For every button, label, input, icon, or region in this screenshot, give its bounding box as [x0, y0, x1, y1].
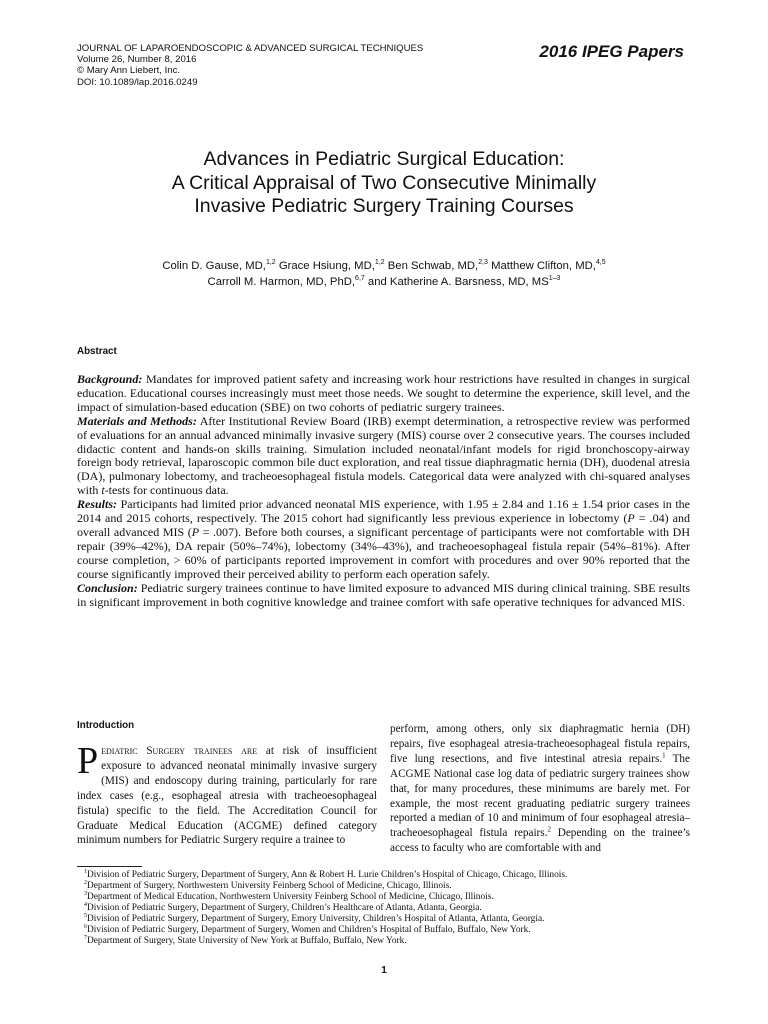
journal-header [77, 43, 423, 88]
affiliation-text: Division of Pediatric Surgery, Department of Surgery, Children’s Healthcare of Atlanta, Atlanta, Georgia. [87, 903, 482, 913]
author-name: Colin D. Gause, MD, [162, 260, 266, 272]
affiliation-item [84, 925, 567, 936]
intro-right-text-3: Depending on the trainee’s access to faculty who are comfortable with and [390, 827, 690, 855]
title-line-1: Advances in Pediatric Surgical Education: [203, 148, 565, 170]
affiliation-item [84, 881, 567, 892]
conclusion-text: Pediatric surgery trainees continue to have limited exposure to advanced MIS during clinical training. SBE results in significant improvement in both cognitive knowledge and trainee comfort with safe operative techniques for advanced MIS. [77, 580, 691, 609]
results-text: Participants had limited prior advanced neonatal MIS experience, with 1.95 ± 2.84 and 1.16 ± 1.54 prior cases in the 2014 and 2015 cohorts, respectively. The 2015 cohort had significantly less previous experience in lobectomy ( [77, 497, 691, 526]
affiliation-item [84, 914, 567, 925]
title-line-2: A Critical Appraisal of Two Consecutive Minimally [171, 171, 597, 194]
methods-t: t [101, 483, 105, 498]
author-name: and Katherine A. Barsness, MD, MS [367, 276, 549, 288]
affiliation-text: Department of Medical Education, Northwestern University Feinberg School of Medicine, Chicago, Illinois. [87, 892, 494, 902]
affiliation-text: Department of Surgery, State University of New York at Buffalo, Buffalo, New York. [87, 936, 407, 946]
affiliation-number: 5 [84, 912, 87, 919]
author-affiliation: 1–3 [548, 275, 561, 283]
affiliation-number: 2 [84, 879, 87, 886]
affiliation-item [84, 936, 567, 947]
journal-name: JOURNAL OF LAPAROENDOSCOPIC & ADVANCED SURGICAL TECHNIQUES [77, 43, 424, 54]
affiliation-text: Division of Pediatric Surgery, Department of Surgery, Emory University, Children’s Hospital of Atlanta, Atlanta, Georgia. [87, 914, 545, 924]
author-name: Matthew Clifton, MD, [491, 260, 596, 272]
methods-text-end: -tests for continuous data. [104, 483, 229, 498]
reference-1[interactable]: 1 [662, 751, 666, 760]
affiliation-number: 6 [84, 923, 87, 930]
affiliation-number: 7 [84, 934, 87, 941]
affiliation-number: 1 [84, 868, 87, 875]
footnote-divider [77, 866, 142, 867]
author-name: Carroll M. Harmon, MD, PhD, [207, 276, 356, 288]
article-title [60, 148, 708, 219]
page-number: 1 [381, 965, 387, 976]
journal-doi[interactable]: DOI: 10.1089/lap.2016.0249 [77, 76, 198, 88]
author-line-1 [60, 258, 708, 274]
abstract-conclusion [77, 582, 690, 610]
lead-smallcaps: ediatric Surgery trainees are [101, 745, 258, 757]
journal-volume: Volume 26, Number 8, 2016 [77, 54, 197, 66]
section-badge: 2016 IPEG Papers [539, 42, 684, 61]
affiliation-number: 4 [84, 901, 87, 908]
journal-copyright: © Mary Ann Liebert, Inc. [77, 65, 181, 77]
methods-text: After Institutional Review Board (IRB) exempt determination, a retrospective review was performed of evaluations for an annual advanced minimally invasive surgery (MIS) course over 2 consecutive years. The courses included didactic content and hands-on skills training. Simulation included neonatal/infant models for rigid bronchoscopy-airway foreign body retrieval, laparoscopic common bile duct exploration, and real tissue diaphragmatic hernia (DH), duodenal atresia (DA), pulmonary lobectomy, and tracheoesophageal fistula models. Categorical data were analyzed with chi-squared analyses with [77, 413, 690, 498]
author-name: Grace Hsiung, MD, [278, 260, 375, 272]
author-affiliation: 4,5 [595, 259, 606, 267]
author-name: Ben Schwab, MD, [387, 260, 479, 272]
affiliation-number: 3 [84, 890, 87, 897]
abstract-background [77, 373, 690, 415]
introduction-heading: Introduction [77, 720, 135, 731]
intro-paragraph [77, 740, 377, 848]
affiliation-item [84, 870, 567, 881]
author-affiliation: 1,2 [374, 259, 385, 267]
results-p: P [627, 511, 635, 526]
abstract-results [77, 498, 690, 581]
affiliation-footnotes [84, 870, 567, 947]
author-affiliation: 2,3 [478, 259, 488, 267]
author-line-2 [60, 274, 708, 290]
abstract-heading: Abstract [77, 346, 117, 357]
intro-right-text-2: The ACGME National case log data of pediatric surgery trainees show that, for many procedures, these minimums are barely met. For example, the most recent graduating pediatric surgery trainees reported a median of 10 and minimum of four esophageal atresia–tracheoesophageal fistula repairs. [390, 752, 690, 840]
intro-right-text: perform, among others, only six diaphragmatic hernia (DH) repairs, five esophageal atresia-tracheoesophageal fistula repairs, five lung resections, and five intestinal atresia repairs. [390, 723, 690, 765]
background-text: Mandates for improved patient safety and increasing work hour restrictions have resulted in changes in surgical education. Educational courses increasingly must meet those needs. We sought to determine the experience, skill level, and the impact of simulation-based education (SBE) on two cohorts of pediatric surgery trainees. [77, 372, 690, 414]
affiliation-text: Division of Pediatric Surgery, Department of Surgery, Women and Children’s Hospital of Buffalo, Buffalo, New York. [87, 925, 531, 935]
abstract-body [77, 373, 690, 609]
background-label: Background: [77, 372, 143, 386]
author-affiliation: 6,7 [355, 275, 365, 283]
intro-left-text: at risk of insufficient exposure to advanced neonatal minimally invasive surgery (MIS) and endoscopy during training, particularly for rare index cases (e.g., esophageal atresia with tracheoesophageal fistula) specific to the field. The Accreditation Council for Graduate Medical Education (ACGME) defined category minimum numbers for Pediatric Surgery require a trainee to [77, 745, 377, 847]
results-p-2: P [191, 524, 200, 539]
conclusion-label: Conclusion: [77, 580, 138, 595]
affiliation-text: Department of Surgery, Northwestern University Feinberg School of Medicine, Chicago, Illinois. [87, 881, 452, 891]
intro-column-left [77, 740, 377, 848]
intro-column-right [390, 722, 690, 856]
results-text-2: = .04) and overall advanced MIS ( [77, 511, 690, 539]
affiliation-text: Division of Pediatric Surgery, Department of Surgery, Ann & Robert H. Lurie Children’s Hospital of Chicago, Chicago, Illinois. [87, 870, 568, 880]
results-text-3: = .007). Before both courses, a significant percentage of participants were not comfortable with DH repair (39%–42%), DA repair (50%–74%), lobectomy (34%–43%), and tracheoesophageal fistula repair (54%–81%). After course completion, > 60% of participants reported improvement in comfort with procedures and over 90% reported that the course significantly improved their perceived ability to perform each operation safely. [77, 524, 690, 581]
abstract-methods [77, 415, 690, 498]
title-line-3: Invasive Pediatric Surgery Training Courses [194, 195, 574, 217]
affiliation-item [84, 892, 567, 903]
intro-paragraph-continued [390, 722, 690, 856]
reference-2[interactable]: 2 [547, 825, 551, 834]
methods-label: Materials and Methods: [77, 413, 197, 428]
results-label: Results: [77, 497, 118, 512]
affiliation-item [84, 903, 567, 914]
author-list [60, 258, 708, 290]
drop-cap: P [77, 740, 99, 782]
author-affiliation: 1,2 [265, 259, 276, 267]
